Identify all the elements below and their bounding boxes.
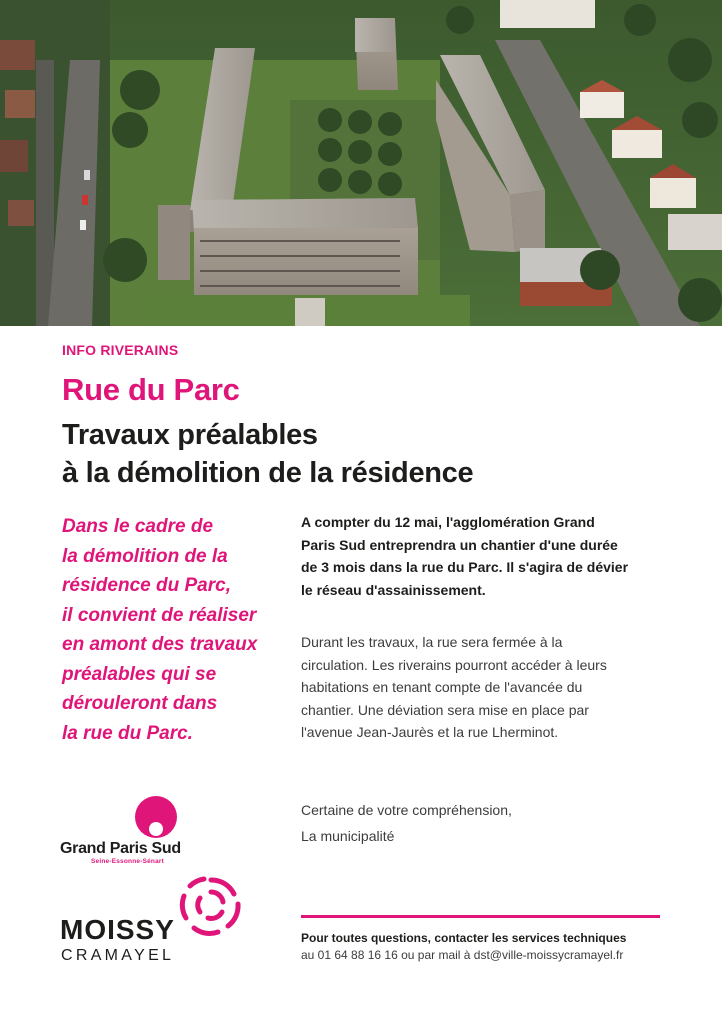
intro-line: Dans le cadre de: [62, 516, 214, 537]
closing-line: Certaine de votre compréhension,: [301, 802, 512, 818]
grand-paris-sud-logo: [60, 796, 210, 870]
page-subtitle: [62, 416, 473, 492]
intro-text: [62, 512, 294, 748]
intro-line: la démolition de la: [62, 545, 228, 567]
closing-line: La municipalité: [301, 828, 395, 844]
lead-line: de 3 mois dans la rue du Parc. Il s'agira de dévier: [301, 559, 629, 575]
body-line: chantier. Une déviation sera mise en place par: [301, 701, 589, 718]
intro-line: la rue du Parc.: [62, 722, 193, 744]
intro-line: en amont des travaux: [62, 634, 258, 655]
moissy-cramayel-logo: [60, 874, 250, 970]
lead-paragraph: [301, 511, 666, 601]
kicker-label: INFO RIVERAINS: [62, 342, 179, 358]
gps-name: Grand Paris Sud: [60, 840, 181, 857]
intro-line: préalables qui se: [62, 663, 217, 685]
gps-subtitle: Seine-Essonne-Sénart: [91, 858, 164, 865]
contact-heading: Pour toutes questions, contacter les services techniques: [301, 931, 627, 945]
grand-paris-sud-mark-icon: [131, 796, 181, 842]
contact-info: [301, 930, 626, 964]
intro-line: dérouleront dans: [62, 693, 218, 714]
intro-line: résidence du Parc,: [62, 575, 231, 596]
contact-details[interactable]: au 01 64 88 16 16 ou par mail à dst@ville-moissycramayel.fr: [301, 948, 624, 962]
body-line: Durant les travaux, la rue sera fermée à la: [301, 634, 563, 650]
aerial-photo: [0, 0, 722, 326]
page-title: Rue du Parc: [62, 372, 240, 407]
body-line: habitations en tenant compte de l'avancée du: [301, 679, 583, 695]
lead-line: A compter du 12 mai, l'agglomération Grand: [301, 514, 595, 530]
moissy-swirl-icon: [178, 874, 244, 936]
moissy-name: MOISSY: [60, 914, 175, 945]
subtitle-line: Travaux préalables: [62, 419, 318, 451]
body-line: l'avenue Jean-Jaurès et la rue Lherminot.: [301, 724, 559, 740]
contact-divider: [301, 915, 660, 918]
lead-line: le réseau d'assainissement.: [301, 581, 486, 598]
body-line: circulation. Les riverains pourront accéder à leurs: [301, 656, 607, 673]
subtitle-line: à la démolition de la résidence: [62, 457, 474, 489]
lead-line: Paris Sud entreprendra un chantier d'une durée: [301, 536, 618, 553]
closing-signature: [301, 797, 512, 849]
moissy-subtitle: CRAMAYEL: [61, 947, 175, 964]
body-paragraph: [301, 631, 666, 744]
intro-line: il convient de réaliser: [62, 604, 257, 626]
